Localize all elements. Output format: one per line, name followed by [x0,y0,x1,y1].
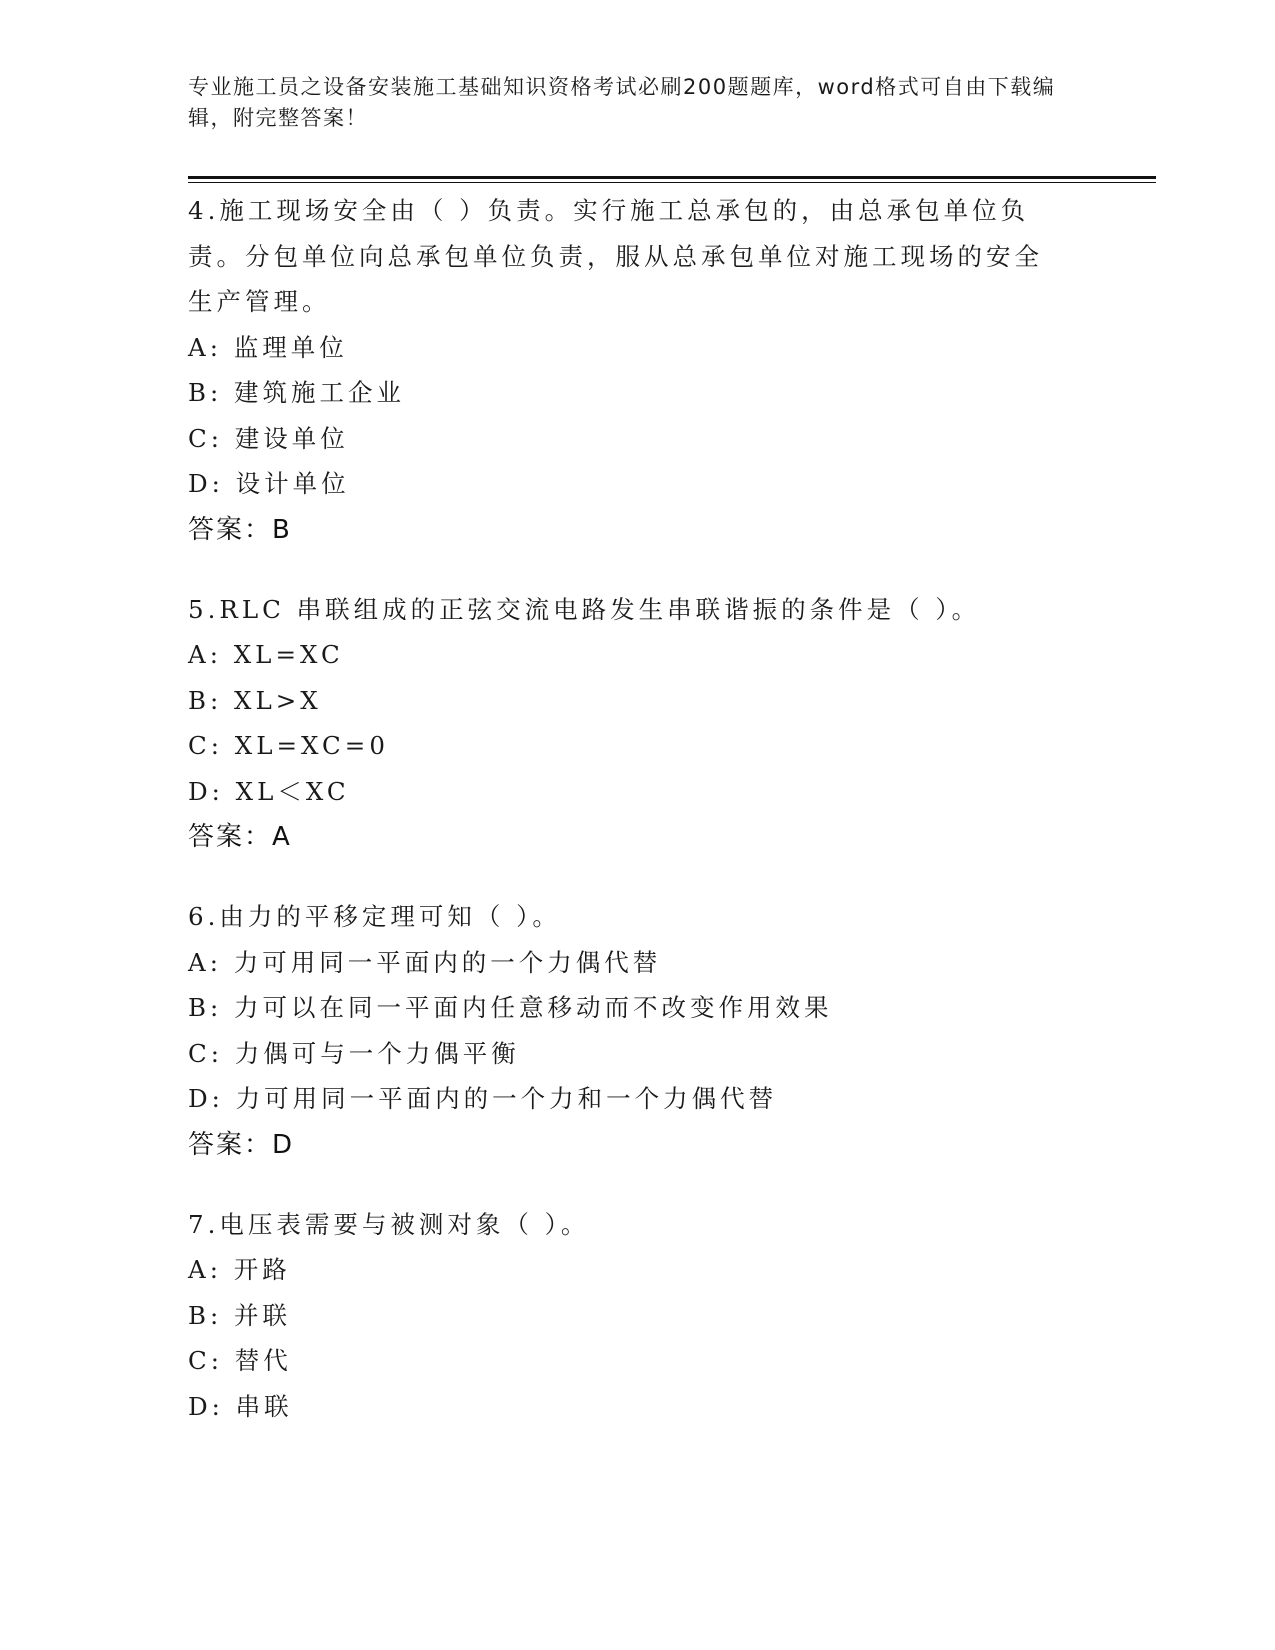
option-c: C: 替代 [188,1346,292,1375]
question-text: 7.电压表需要与被测对象（ ）。 [188,1209,590,1239]
option-a: A: 开路 [188,1255,291,1284]
option-d: D: XL＜XC [188,776,350,806]
question-7 [188,1202,1068,1430]
answer: 答案：B [188,514,292,545]
answer: 答案：A [188,822,292,852]
question-text: 5.RLC 串联组成的正弦交流电路发生串联谐振的条件是（ ）。 [188,594,981,624]
option-d: D: 串联 [188,1391,293,1421]
option-c: C: XL=XC=0 [188,731,389,760]
option-a: A: XL=XC [188,640,344,669]
header-divider-thin [188,182,1156,183]
option-b: B: 建筑施工企业 [188,378,406,407]
header-divider-thick [188,176,1156,179]
option-a: A: 监理单位 [188,332,348,362]
option-b: B: XL>X [188,685,322,715]
option-d: D: 设计单位 [188,469,350,498]
question-4 [188,188,1068,553]
document-title: 专业施工员之设备安装施工基础知识资格考试必刷200题题库，word格式可自由下载编辑，附完整答案！ [188,75,1056,130]
option-c: C: 力偶可与一个力偶平衡 [188,1038,520,1068]
question-text: 4.施工现场安全由（ ）负责。实行施工总承包的，由总承包单位负责。分包单位向总承包单位负责，服从总承包单位对施工现场的安全生产管理。 [188,196,1043,316]
answer: 答案：D [188,1129,295,1160]
option-a: A: 力可用同一平面内的一个力偶代替 [188,947,662,977]
question-5 [188,587,1068,861]
option-c: C: 建设单位 [188,423,349,453]
option-b: B: 力可以在同一平面内任意移动而不改变作用效果 [188,993,833,1022]
question-6 [188,894,1068,1168]
option-b: B: 并联 [188,1300,292,1330]
question-list [188,188,1068,1463]
question-text: 6.由力的平移定理可知（ ）。 [188,902,561,931]
option-d: D: 力可用同一平面内的一个力和一个力偶代替 [188,1084,778,1113]
